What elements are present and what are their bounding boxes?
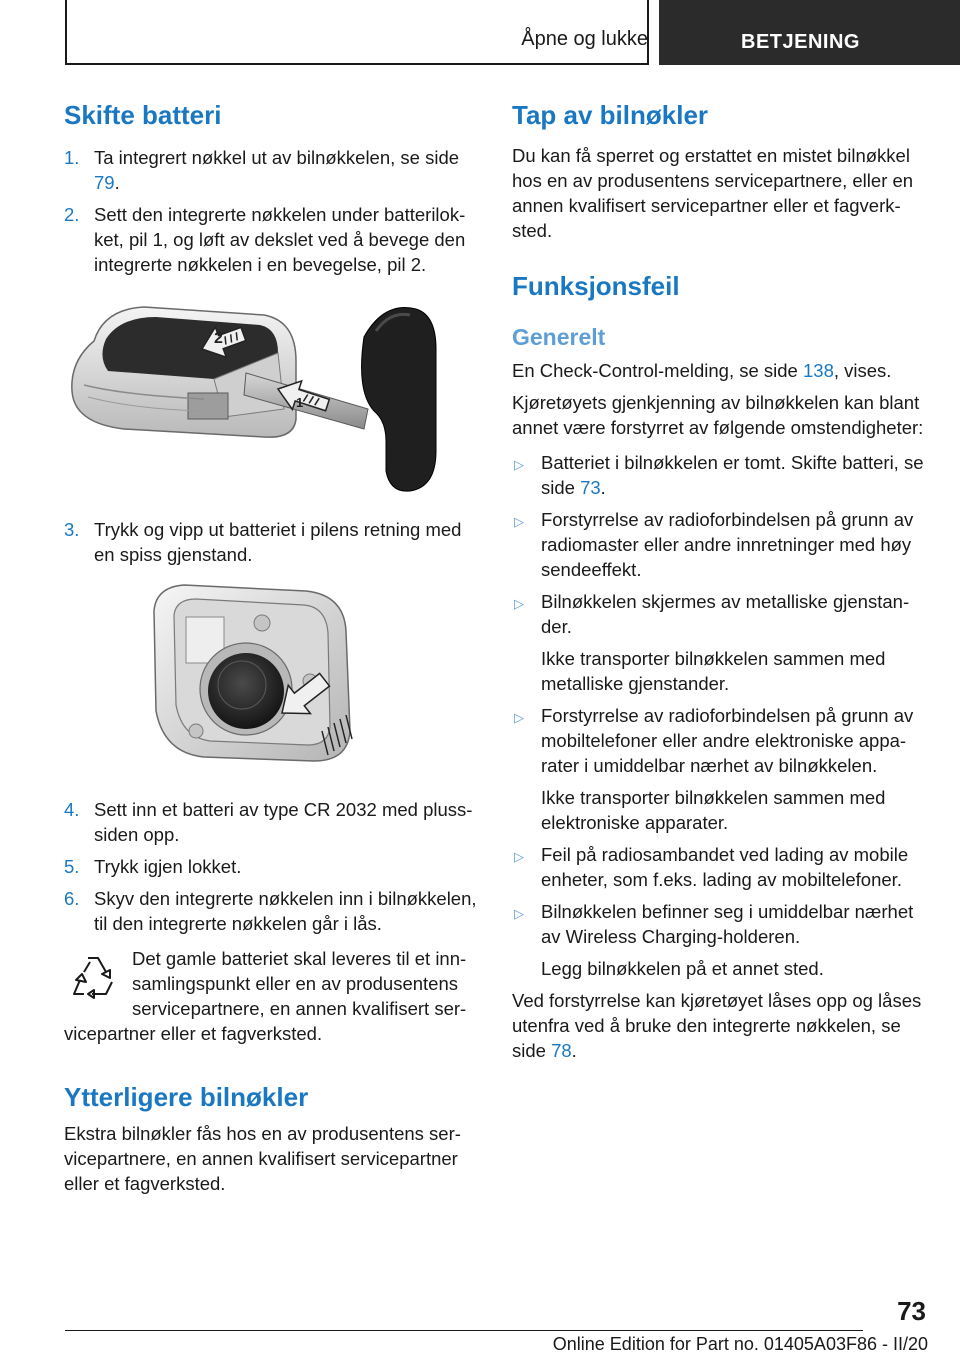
step-number: 2. [64, 204, 80, 226]
step-number: 6. [64, 888, 80, 910]
additional-keys-text: Ekstra bilnøkler fås hos en av produsentens servicepartnere, en annen kvalifisert servicepartner eller et fagverksted. [64, 1123, 461, 1195]
battery-compartment-image [64, 581, 484, 781]
step-item: 6. Skyv den integrerte nøkkelen inn i bilnøkkelen, til den integrerte nøkkelen går i lås. [64, 888, 477, 935]
step-number: 3. [64, 519, 80, 541]
heading-lost-keys: Tap av bilnøkler [512, 100, 709, 130]
step-item: 3. Trykk og vipp ut batteriet i pilens retning med en spiss gjenstand. [64, 519, 462, 566]
step-item: 4. Sett inn et batteri av type CR 2032 med pluss-siden opp. [64, 799, 473, 846]
key-removal-illustration [64, 301, 484, 501]
step-number: 1. [64, 147, 80, 169]
battery-steps-list [64, 145, 484, 277]
recycling-icon [66, 950, 120, 1004]
lost-keys-text: Du kan få sperret og erstattet en mistet bilnøkkel hos en av produsentens servicepartnere, eller en annen kvalifisert servicepartner eller et fagverksted. [512, 145, 914, 242]
list-item-note: Ikke transporter bilnøkkelen sammen med metalliske gjenstander. [541, 647, 886, 694]
triangle-bullet-icon: ▷ [514, 456, 524, 472]
list-item-note: Ikke transporter bilnøkkelen sammen med elektroniske apparater. [541, 786, 886, 833]
triangle-bullet-icon: ▷ [514, 905, 524, 921]
header-section-title: Åpne og lukke [521, 28, 648, 50]
header-chapter-label: BETJENING [741, 31, 860, 53]
malfunction-closing: Ved forstyrrelse kan kjøretøyet låses opp og låses utenfra ved å bruke den integrerte nøkkelen, se side 78. [512, 989, 922, 1061]
list-item: ▷ Bilnøkkelen skjermes av metalliske gjenstander. Ikke transporter bilnøkkelen sammen med metalliske gjenstander. [512, 589, 932, 696]
page-link[interactable]: 138 [803, 359, 834, 381]
arrow-label-2: 2 [214, 330, 223, 348]
footer-divider [65, 1330, 863, 1331]
list-item: ▷ Batteriet i bilnøkkelen er tomt. Skifte batteri, se side 73. [514, 451, 924, 498]
list-item: ▷ Forstyrrelse av radioforbindelsen på grunn av mobiltelefoner eller andre elektroniske apparater i umiddelbar nærhet av bilnøkkelen. Ikke transporter bilnøkkelen sammen med elektroniske apparater. [512, 703, 932, 835]
heading-malfunction: Funksjonsfeil [512, 271, 680, 302]
triangle-bullet-icon: ▷ [514, 709, 524, 725]
list-item: ▷ Feil på radiosambandet ved lading av mobile enheter, som f.eks. lading av mobiltelefoner. [514, 843, 909, 890]
battery-compartment-illustration [64, 581, 484, 781]
step-number: 4. [64, 799, 80, 821]
arrow-label-1: 1 [296, 395, 304, 411]
page-link[interactable]: 79 [94, 172, 115, 194]
key-fob-open-image [64, 301, 484, 501]
environment-note-text: Det gamle batteriet skal leveres til et innsamlingspunkt eller en av produsentens servicepartnere, en annen kvalifisert servicepartner eller et fagverksted. [64, 948, 467, 1045]
heading-change-battery: Skifte batteri [64, 100, 222, 130]
battery-steps-list-continued [64, 517, 484, 567]
triangle-bullet-icon: ▷ [514, 513, 524, 529]
list-item-note: Legg bilnøkkelen på et annet sted. [541, 957, 824, 979]
triangle-bullet-icon: ▷ [514, 595, 524, 611]
malfunction-intro: Kjøretøyets gjenkjenning av bilnøkkelen kan blant annet være forstyrret av følgende omstendigheter: [512, 391, 924, 438]
check-control-text: En Check-Control-melding, se side 138, vises. [512, 359, 892, 381]
header-chapter-tab [659, 0, 960, 65]
right-column [512, 100, 932, 1063]
step-item: 2. Sett den integrerte nøkkelen under batterilokket, pil 1, og løft av dekslet ved å bevege den integrerte nøkkelen i en bevegelse, pil 2. [64, 204, 466, 276]
list-item: ▷ Bilnøkkelen befinner seg i umiddelbar nærhet av Wireless Charging-holderen. Legg bilnøkkelen på et annet sted. [512, 899, 932, 981]
page-link[interactable]: 73 [580, 476, 601, 498]
triangle-bullet-icon: ▷ [514, 848, 524, 864]
step-item: 5. Trykk igjen lokket. [64, 856, 242, 878]
step-item: 1. Ta integrert nøkkel ut av bilnøkkelen, se side 79. [64, 147, 460, 194]
page-link[interactable]: 78 [551, 1039, 572, 1061]
battery-steps-list-final [64, 797, 484, 936]
heading-additional-keys: Ytterligere bilnøkler [64, 1082, 309, 1113]
page-number: 73 [897, 1296, 926, 1326]
malfunction-causes-list [512, 450, 932, 981]
footer-edition: Online Edition for Part no. 01405A03F86 - II/20 [552, 1334, 928, 1354]
left-column [64, 100, 484, 1196]
list-item: ▷ Forstyrrelse av radioforbindelsen på grunn av radiomaster eller andre innretninger med høy sendeeffekt. [514, 508, 914, 580]
environment-note [64, 946, 484, 1046]
step-number: 5. [64, 856, 80, 878]
heading-general: Generelt [512, 324, 606, 351]
